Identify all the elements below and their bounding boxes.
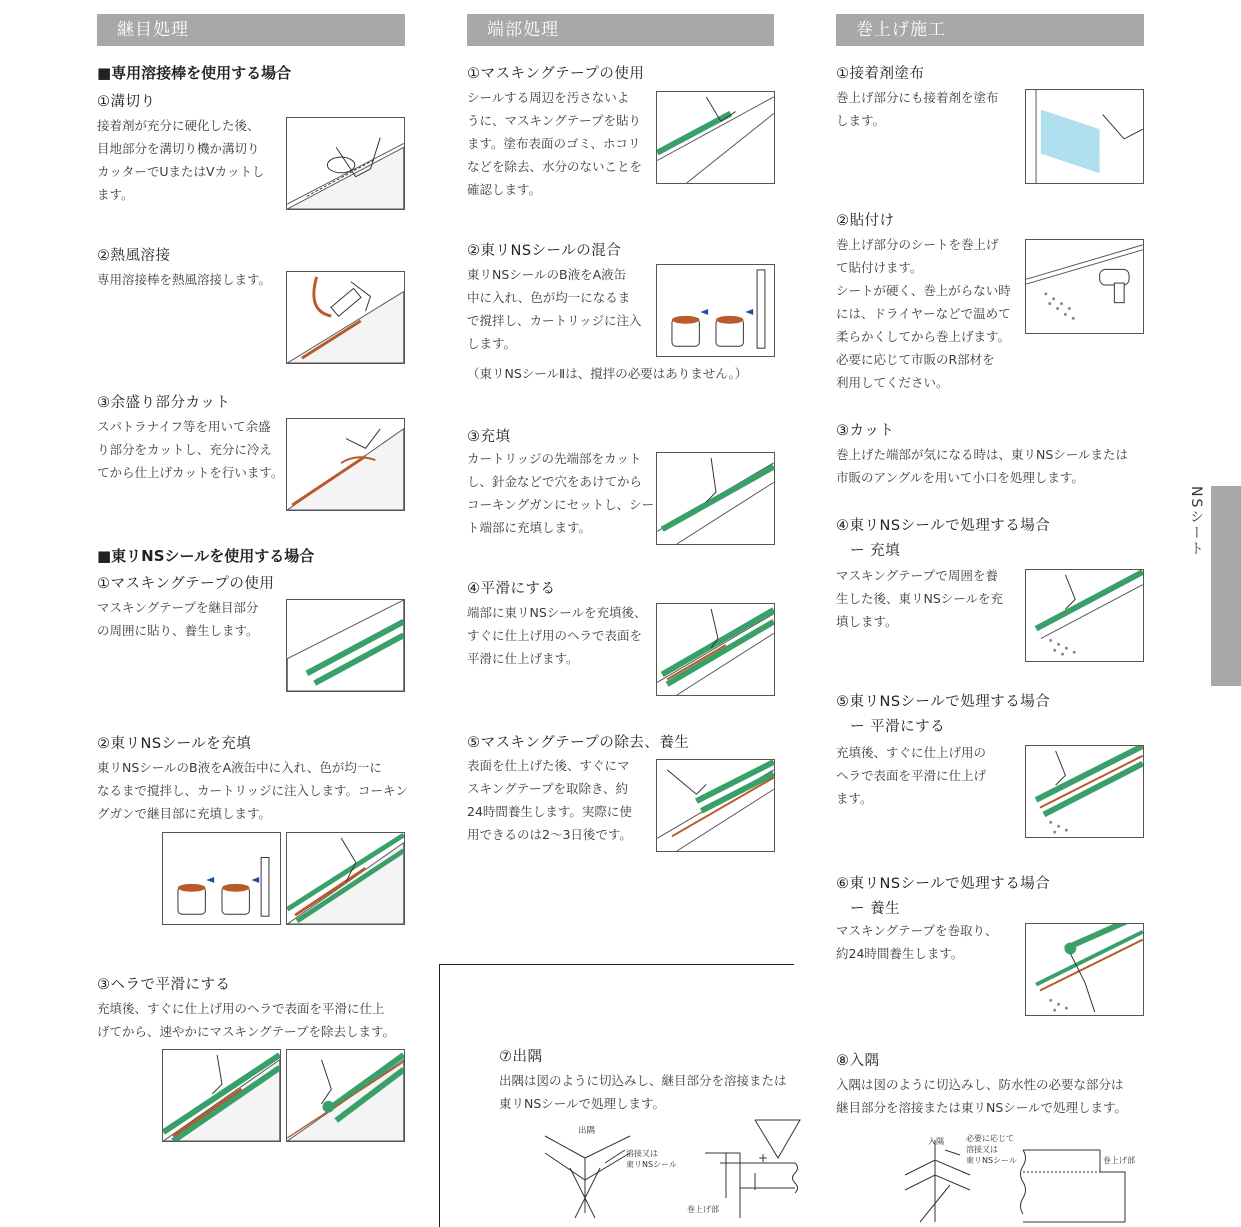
r6-text: マスキングテープを巻取り、 約24時間養生します。 (836, 923, 998, 961)
r8-text: 入隅は図のように切込みし、防水性の必要な部分は 継目部分を溶接または東リNSシールで処理します。 (836, 1077, 1128, 1115)
e7-text: 出隅は図のように切込みし、継目部分を溶接または 東リNSシールで処理します。 (499, 1073, 787, 1111)
s1-text: 接着剤が充分に硬化した後、 目地部分を溝切り機か溝切り カッターでUまたはVカットし ます。 (97, 118, 265, 202)
figure-tape-removal (286, 1049, 405, 1142)
e7-title: ⑦出隅 (499, 1049, 543, 1065)
figure-excess-cut (286, 418, 405, 511)
welding-heading: ■専用溶接棒を使用する場合 (97, 64, 292, 82)
figure-inside-corner (900, 1130, 1145, 1225)
header-joint-treatment: 継目処理 (97, 14, 405, 46)
t1-text: マスキングテープを継目部分 の周囲に貼り、養生します。 (97, 600, 259, 638)
r4-title: ④東リNSシールで処理する場合 ー 充填 (836, 518, 1051, 559)
figure-edge-smooth (656, 603, 775, 696)
figure-seal-mixing-2 (656, 264, 775, 357)
r5-title: ⑤東リNSシールで処理する場合 ー 平滑にする (836, 694, 1051, 735)
e3-text: カートリッジの先端部をカット し、針金などで穴をあけてから コーキングガンにセットし、シー ト端部に充填します。 (467, 451, 655, 535)
r3-text: 巻上げた端部が気になる時は、東リNSシールまたは 市販のアングルを用いて小口を処理します。 (836, 447, 1129, 485)
figure-adhesive-apply (1025, 89, 1144, 184)
side-tab[interactable] (1211, 486, 1241, 686)
e2-title: ②東リNSシールの混合 (467, 243, 622, 259)
figure-outside-corner (540, 1118, 810, 1223)
e2-note: （東リNSシールⅡは、撹拌の必要はありません。） (467, 366, 748, 381)
label-plus: + (758, 1151, 769, 1165)
header-rollup: 巻上げ施工 (836, 14, 1144, 46)
side-tab-label: NSシート (1188, 486, 1204, 558)
figure-rollup-cure (1025, 923, 1144, 1016)
r6-title: ⑥東リNSシールで処理する場合 ー 養生 (836, 876, 1051, 917)
box-top-border (439, 964, 794, 965)
r2-title: ②貼付け (836, 213, 895, 229)
box-left-border (439, 964, 440, 1227)
e2-text: 東リNSシールのB液をA液缶 中に入れ、色が均一になるま で撹拌し、カートリッジに注入 します。 (467, 267, 642, 351)
figure-seal-mixing-1 (162, 832, 281, 925)
r2-text: 巻上げ部分のシートを巻上げ て貼付けます。 シートが硬く、巻上がらない時 には、ドライヤーなどで温めて 柔らかくしてから巻上げます。 必要に応じて市販のR部材を 利用してください。 (836, 237, 1011, 390)
e4-text: 端部に東リNSシールを充填後、 すぐに仕上げ用のヘラで表面を 平滑に仕上げます。 (467, 605, 647, 666)
r1-text: 巻上げ部分にも接着剤を塗布 します。 (836, 90, 999, 128)
figure-rollup-fill (1025, 569, 1144, 662)
s2-title: ②熱風溶接 (97, 248, 171, 264)
figure-caulking-gun (286, 832, 405, 925)
label-seal: 東リNSシール (626, 1160, 677, 1169)
e5-text: 表面を仕上げた後、すぐにマ スキングテープを取除き、約 24時間養生します。実際に使 用できるのは2～3日後です。 (467, 758, 632, 842)
seal-heading: ■東リNSシールを使用する場合 (97, 547, 315, 565)
figure-grooving (286, 117, 405, 210)
r4-text: マスキングテープで周囲を養 生した後、東リNSシールを充 填します。 (836, 568, 1004, 629)
t3-text: 充填後、すぐに仕上げ用のヘラで表面を平滑に仕上 げてから、速やかにマスキングテープを除去します。 (97, 1001, 396, 1039)
r8-title: ⑧入隅 (836, 1053, 880, 1069)
r1-title: ①接着剤塗布 (836, 66, 925, 82)
label-outside-corner: 出隅 (578, 1126, 596, 1136)
label-inside-corner: 入隅 (928, 1137, 944, 1146)
figure-edge-masking (656, 91, 775, 184)
t2-title: ②東リNSシールを充填 (97, 736, 252, 752)
figure-hot-air-welding (286, 271, 405, 364)
figure-spatula-smooth (162, 1049, 281, 1142)
s1-title: ①溝切り (97, 94, 156, 110)
label-weld: 溶接又は (626, 1149, 658, 1158)
label-if-needed: 必要に応じて (966, 1134, 1014, 1143)
t2-text: 東リNSシールのB液をA液缶中に入れ、色が均一に なるまで撹拌し、カートリッジに注入します。コーキン グガンで継目部に充填します。 (97, 760, 408, 821)
e4-title: ④平滑にする (467, 581, 556, 597)
header-edge-treatment: 端部処理 (467, 14, 774, 46)
r5-text: 充填後、すぐに仕上げ用の ヘラで表面を平滑に仕上げ ます。 (836, 745, 987, 806)
s2-text: 専用溶接棒を熱風溶接します。 (97, 272, 272, 287)
r3-title: ③カット (836, 423, 895, 439)
label-rollup-part-2: 巻上げ部 (1103, 1156, 1135, 1165)
figure-rollup-smooth (1025, 745, 1144, 838)
e5-title: ⑤マスキングテープの除去、養生 (467, 735, 690, 751)
label-weld-2: 溶接又は (966, 1145, 998, 1154)
s3-text: スパトラナイフ等を用いて余盛 り部分をカットし、充分に冷え てから仕上げカットを行います。 (97, 419, 284, 480)
e3-title: ③充填 (467, 429, 511, 445)
label-seal-2: 東リNSシール (966, 1156, 1017, 1165)
figure-dryer-attach (1025, 239, 1144, 334)
t3-title: ③ヘラで平滑にする (97, 977, 231, 993)
e1-title: ①マスキングテープの使用 (467, 66, 645, 82)
e1-text: シールする周辺を汚さないよ うに、マスキングテープを貼り ます。塗布表面のゴミ、ホコリ などを除去、水分のないことを 確認します。 (467, 90, 643, 197)
figure-tape-remove-cure (656, 759, 775, 852)
figure-fill (656, 452, 775, 545)
s3-title: ③余盛り部分カット (97, 395, 231, 411)
t1-title: ①マスキングテープの使用 (97, 576, 275, 592)
label-rollup-part: 巻上げ部 (687, 1205, 719, 1214)
figure-masking-tape (286, 599, 405, 692)
